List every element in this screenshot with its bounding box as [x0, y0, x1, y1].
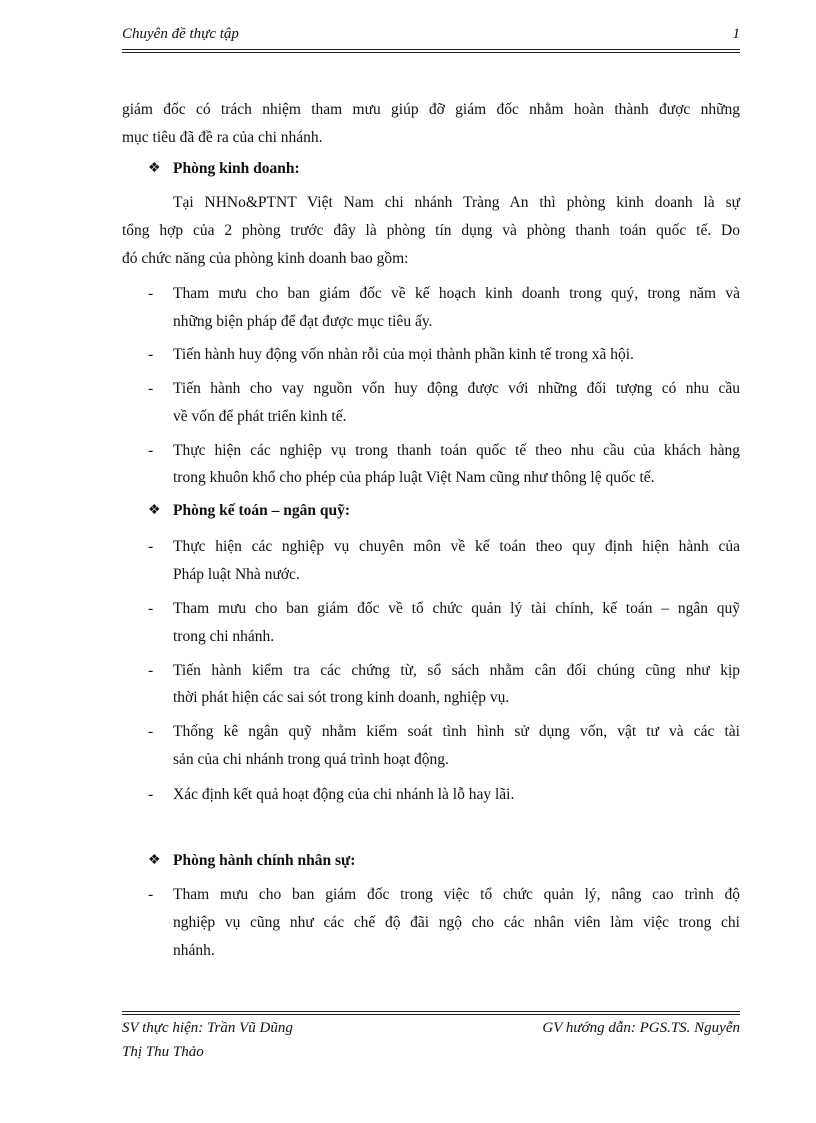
dash-bullet-icon: -	[148, 600, 154, 617]
footer-rule	[122, 1011, 740, 1015]
kd-para-line-1: Tại NHNo&PTNT Việt Nam chi nhánh Tràng An thì phòng kinh doanh là sự	[173, 194, 740, 211]
hc-item-1-line-3: nhánh.	[173, 942, 215, 959]
kt-item-4-line-2: sản của chi nhánh trong quá trình hoạt động.	[173, 751, 449, 768]
kt-item-5-line-1: Xác định kết quả hoạt động của chi nhánh là lỗ hay lãi.	[173, 786, 515, 803]
kt-item-1-line-2: Pháp luật Nhà nước.	[173, 566, 300, 583]
hc-item-1-line-2: nghiệp vụ cũng như các chế độ đãi ngộ cho các nhân viên làm việc trong chi	[173, 914, 740, 931]
heading-hanh-chinh: Phòng hành chính nhân sự:	[173, 852, 356, 869]
dash-bullet-icon: -	[148, 538, 154, 555]
heading-kinh-doanh: Phòng kinh doanh:	[173, 160, 300, 177]
header-rule	[122, 49, 740, 53]
intro-line-1: giám đốc có trách nhiệm tham mưu giúp đỡ giám đốc nhằm hoàn thành được những	[122, 101, 740, 118]
dash-bullet-icon: -	[148, 285, 154, 302]
dash-bullet-icon: -	[148, 723, 154, 740]
kt-item-2-line-2: trong chi nhánh.	[173, 628, 275, 645]
intro-line-2: mục tiêu đã đề ra của chi nhánh.	[122, 129, 323, 146]
dash-bullet-icon: -	[148, 380, 154, 397]
header-title: Chuyên đề thực tập	[122, 26, 239, 42]
kd-item-1-line-1: Tham mưu cho ban giám đốc về kế hoạch kinh doanh trong quý, trong năm và	[173, 285, 740, 302]
diamond-bullet-icon: ❖	[148, 503, 161, 518]
footer-student: SV thực hiện: Trần Vũ Dũng	[122, 1020, 293, 1036]
dash-bullet-icon: -	[148, 442, 154, 459]
dash-bullet-icon: -	[148, 786, 154, 803]
kd-item-4-line-2: trong khuôn khổ cho phép của pháp luật Việt Nam cũng như thông lệ quốc tế.	[173, 469, 655, 486]
kt-item-2-line-1: Tham mưu cho ban giám đốc về tổ chức quản lý tài chính, kế toán – ngân quỹ	[173, 600, 740, 617]
kt-item-4-line-1: Thống kê ngân quỹ nhằm kiểm soát tình hình sử dụng vốn, vật tư và các tài	[173, 723, 740, 740]
kt-item-3-line-2: thời phát hiện các sai sót trong kinh doanh, nghiệp vụ.	[173, 689, 510, 706]
kd-item-4-line-1: Thực hiện các nghiệp vụ trong thanh toán quốc tế theo nhu cầu của khách hàng	[173, 442, 740, 459]
page-number: 1	[732, 26, 740, 42]
footer-advisor: GV hướng dẫn: PGS.TS. Nguyễn	[542, 1020, 740, 1036]
kt-item-3-line-1: Tiến hành kiểm tra các chứng từ, sổ sách nhằm cân đối chúng cũng như kịp	[173, 662, 740, 679]
footer-advisor-continued: Thị Thu Thảo	[122, 1044, 204, 1060]
diamond-bullet-icon: ❖	[148, 161, 161, 176]
kd-item-3-line-2: về vốn để phát triển kinh tế.	[173, 408, 347, 425]
hc-item-1-line-1: Tham mưu cho ban giám đốc trong việc tổ chức quản lý, nâng cao trình độ	[173, 886, 740, 903]
heading-ke-toan: Phòng kế toán – ngân quỹ:	[173, 502, 351, 519]
dash-bullet-icon: -	[148, 346, 154, 363]
kd-item-1-line-2: những biện pháp để đạt được mục tiêu ấy.	[173, 313, 433, 330]
kd-item-3-line-1: Tiến hành cho vay nguồn vốn huy động được với những đối tượng có nhu cầu	[173, 380, 740, 397]
dash-bullet-icon: -	[148, 662, 154, 679]
kt-item-1-line-1: Thực hiện các nghiệp vụ chuyên môn về kế toán theo quy định hiện hành của	[173, 538, 740, 555]
dash-bullet-icon: -	[148, 886, 154, 903]
page-header	[122, 26, 740, 48]
kd-para-line-3: đó chức năng của phòng kinh doanh bao gồm:	[122, 250, 409, 267]
kd-para-line-2: tổng hợp của 2 phòng trước đây là phòng tín dụng và phòng thanh toán quốc tế. Do	[122, 222, 740, 239]
diamond-bullet-icon: ❖	[148, 853, 161, 868]
kd-item-2-line-1: Tiến hành huy động vốn nhàn rỗi của mọi thành phần kinh tế trong xã hội.	[173, 346, 634, 363]
